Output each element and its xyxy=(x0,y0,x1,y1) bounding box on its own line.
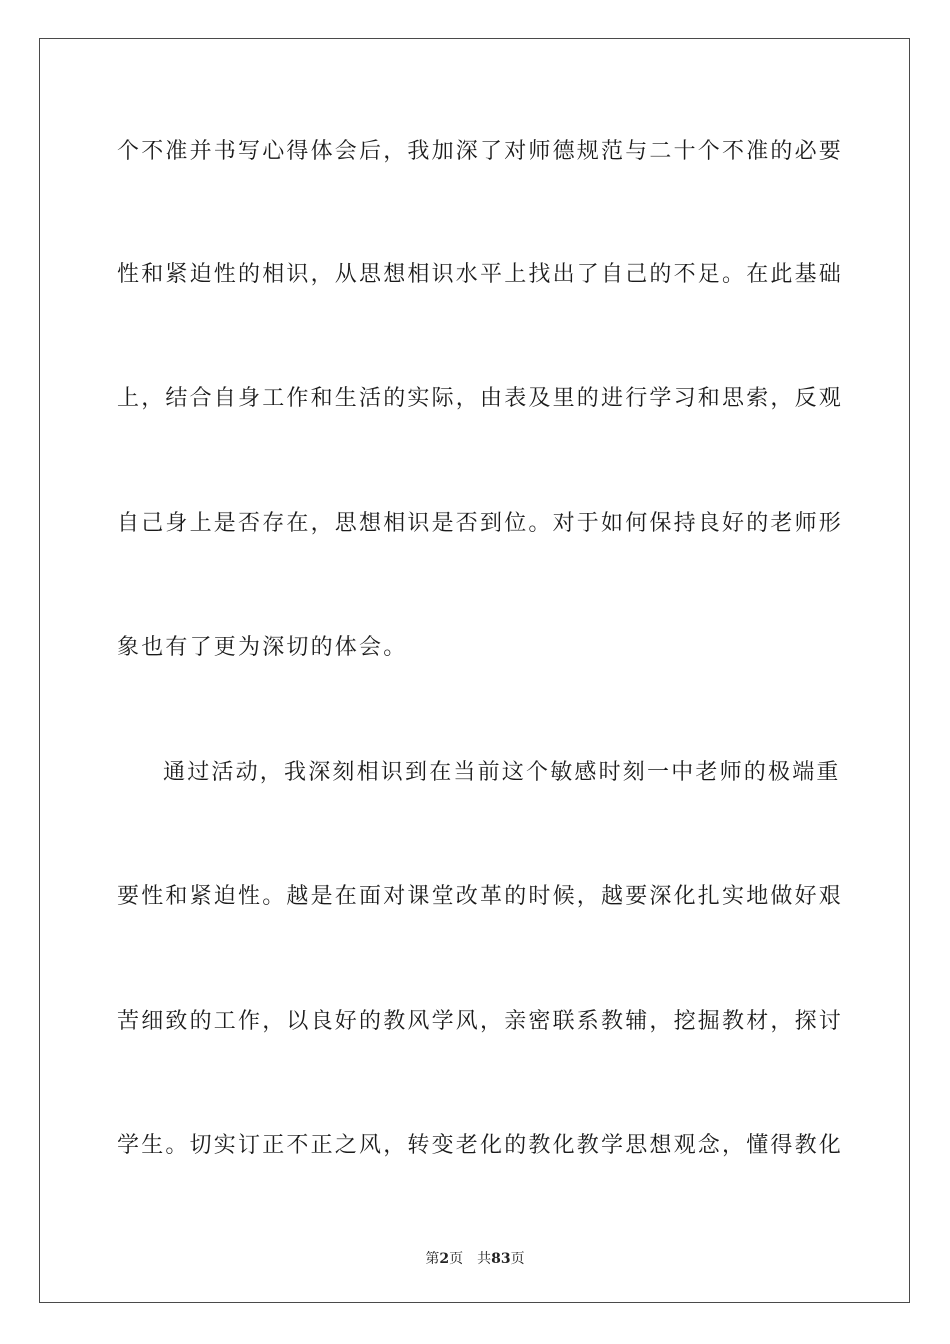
total-suffix: 页 xyxy=(510,1251,525,1267)
page-number: 2 xyxy=(439,1251,450,1267)
text-line: 要性和紧迫性。越是在面对课堂改革的时候，越要深化扎实地做好艰 xyxy=(117,884,844,909)
page-prefix: 第 xyxy=(425,1251,440,1267)
page-footer xyxy=(0,1248,950,1268)
text-line: 自己身上是否存在，思想相识是否到位。对于如何保持良好的老师形 xyxy=(117,511,844,536)
page-suffix: 页 xyxy=(449,1251,464,1267)
text-line: 苦细致的工作，以良好的教风学风，亲密联系教辅，挖掘教材，探讨 xyxy=(117,1009,844,1034)
text-line: 个不准并书写心得体会后，我加深了对师德规范与二十个不准的必要 xyxy=(117,139,844,164)
paragraph-first-line: 通过活动，我深刻相识到在当前这个敏感时刻一中老师的极端重 xyxy=(163,760,841,785)
text-line: 上，结合自身工作和生活的实际，由表及里的进行学习和思索，反观 xyxy=(117,386,844,411)
page-border xyxy=(39,38,910,1303)
text-line: 性和紧迫性的相识，从思想相识水平上找出了自己的不足。在此基础 xyxy=(117,262,844,287)
text-line: 学生。切实订正不正之风，转变老化的教化教学思想观念，懂得教化 xyxy=(117,1133,844,1158)
text-line: 象也有了更为深切的体会。 xyxy=(117,635,408,660)
total-pages: 83 xyxy=(491,1251,511,1267)
total-prefix: 共 xyxy=(477,1251,492,1267)
